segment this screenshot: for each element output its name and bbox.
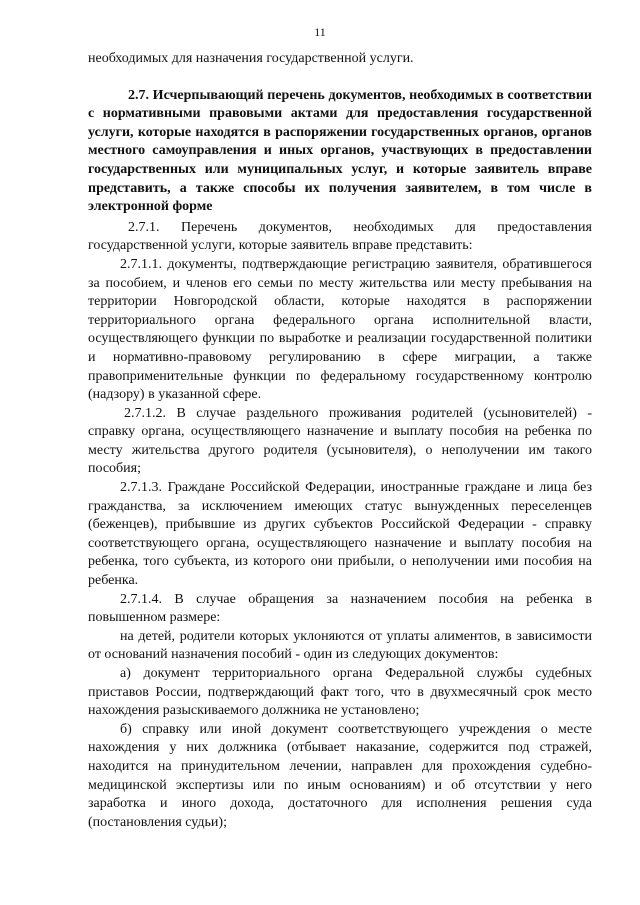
paragraph-item-b: б) справку или иной документ соответствующего учреждения о месте нахождения у них должника (отбывает наказание, содержится под стражей, находится на принудительном лечении, направлен для прохождения судебно-медицинской экспертизы или по иным основаниям) и об отсутствии у него заработка и иного дохода, достаточного для исполнения решения суда (постановления судьи); <box>88 721 592 830</box>
paragraph-item-a: а) документ территориального органа Федеральной службы судебных приставов России, подтверждающий факт того, что в двухмесячный срок место нахождения разыскиваемого должника не установлено; <box>88 666 592 719</box>
continuation-paragraph: необходимых для назначения государственной услуги. <box>88 51 414 66</box>
paragraph-alimony: на детей, родители которых уклоняются от уплаты алиментов, в зависимости от оснований назначения пособий - один из следующих документов: <box>88 628 592 663</box>
paragraph-2-7-1-4: 2.7.1.4. В случае обращения за назначением пособия на ребенка в повышенном размере: <box>88 591 592 626</box>
paragraph-2-7-1-1: 2.7.1.1. документы, подтверждающие регистрацию заявителя, обратившегося за пособием, и членов его семьи по месту жительства или месту пребывания на территории Новгородской области, которые находятся в распоряжении территориального органа федерального органа исполнительной власти, осуществляющего функции по выработке и реализации государственной политики и нормативно-правовому регулированию в сфере миграции, а также правоприменительные функции по федеральному государственному контролю (надзору) в указанной сфере. <box>88 256 592 403</box>
paragraph-2-7-1-3: 2.7.1.3. Граждане Российской Федерации, иностранные граждане и лица без гражданства, за исключением имеющих статус вынужденных переселенцев (беженцев), прибывшие из других субъектов Российской Федерации - справку соответствующего органа, осуществляющего назначение и выплату пособия на ребенка, того субъекта, из которого они прибыли, о неполучении ими пособия на ребенка. <box>88 480 592 589</box>
section-heading-2-7: 2.7. Исчерпывающий перечень документов, необходимых в соответствии с нормативными правовыми актами для предоставления государственной услуги, которые находятся в распоряжении государственных органов, органов местного самоуправления и иных органов, участвующих в предоставлении государственных или муниципальных услуг, и которые заявитель вправе представить, а также способы их получения заявителем, в том числе в электронной форме <box>88 87 592 215</box>
document-body <box>88 50 592 832</box>
paragraph-2-7-1: 2.7.1. Перечень документов, необходимых для предоставления государственной услуги, которые заявитель вправе представить: <box>88 219 592 254</box>
paragraph-2-7-1-2: 2.7.1.2. В случае раздельного проживания родителей (усыновителей) - справку органа, осуществляющего назначение и выплату пособия на ребенка по месту жительства другого родителя (усыновителя), о неполучении им такого пособия; <box>88 405 592 477</box>
page-number: 11 <box>314 25 326 39</box>
